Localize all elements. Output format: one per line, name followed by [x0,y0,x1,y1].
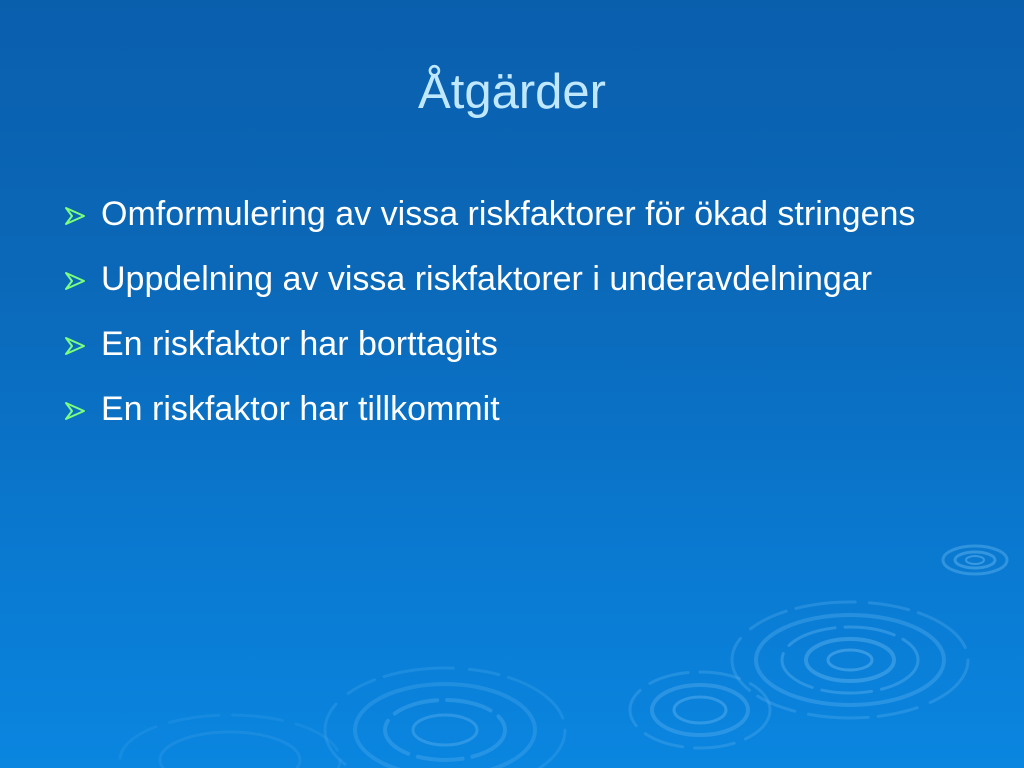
bullet-item [64,188,944,241]
arrow-bullet-icon [64,206,86,226]
bullet-item [64,253,944,306]
arrow-bullet-icon [64,271,86,291]
slide-title: Åtgärder [418,65,606,119]
bullet-item [64,318,944,371]
bullet-text: Omformulering av vissa riskfaktorer för ökad stringens [101,195,916,233]
bullet-text: En riskfaktor har borttagits [101,325,498,363]
arrow-bullet-icon [64,336,86,356]
arrow-bullet-icon [64,401,86,421]
bullet-text: En riskfaktor har tillkommit [101,390,500,428]
bullet-list [64,188,944,448]
bullet-text: Uppdelning av vissa riskfaktorer i underavdelningar [101,260,873,298]
bullet-item [64,383,944,436]
